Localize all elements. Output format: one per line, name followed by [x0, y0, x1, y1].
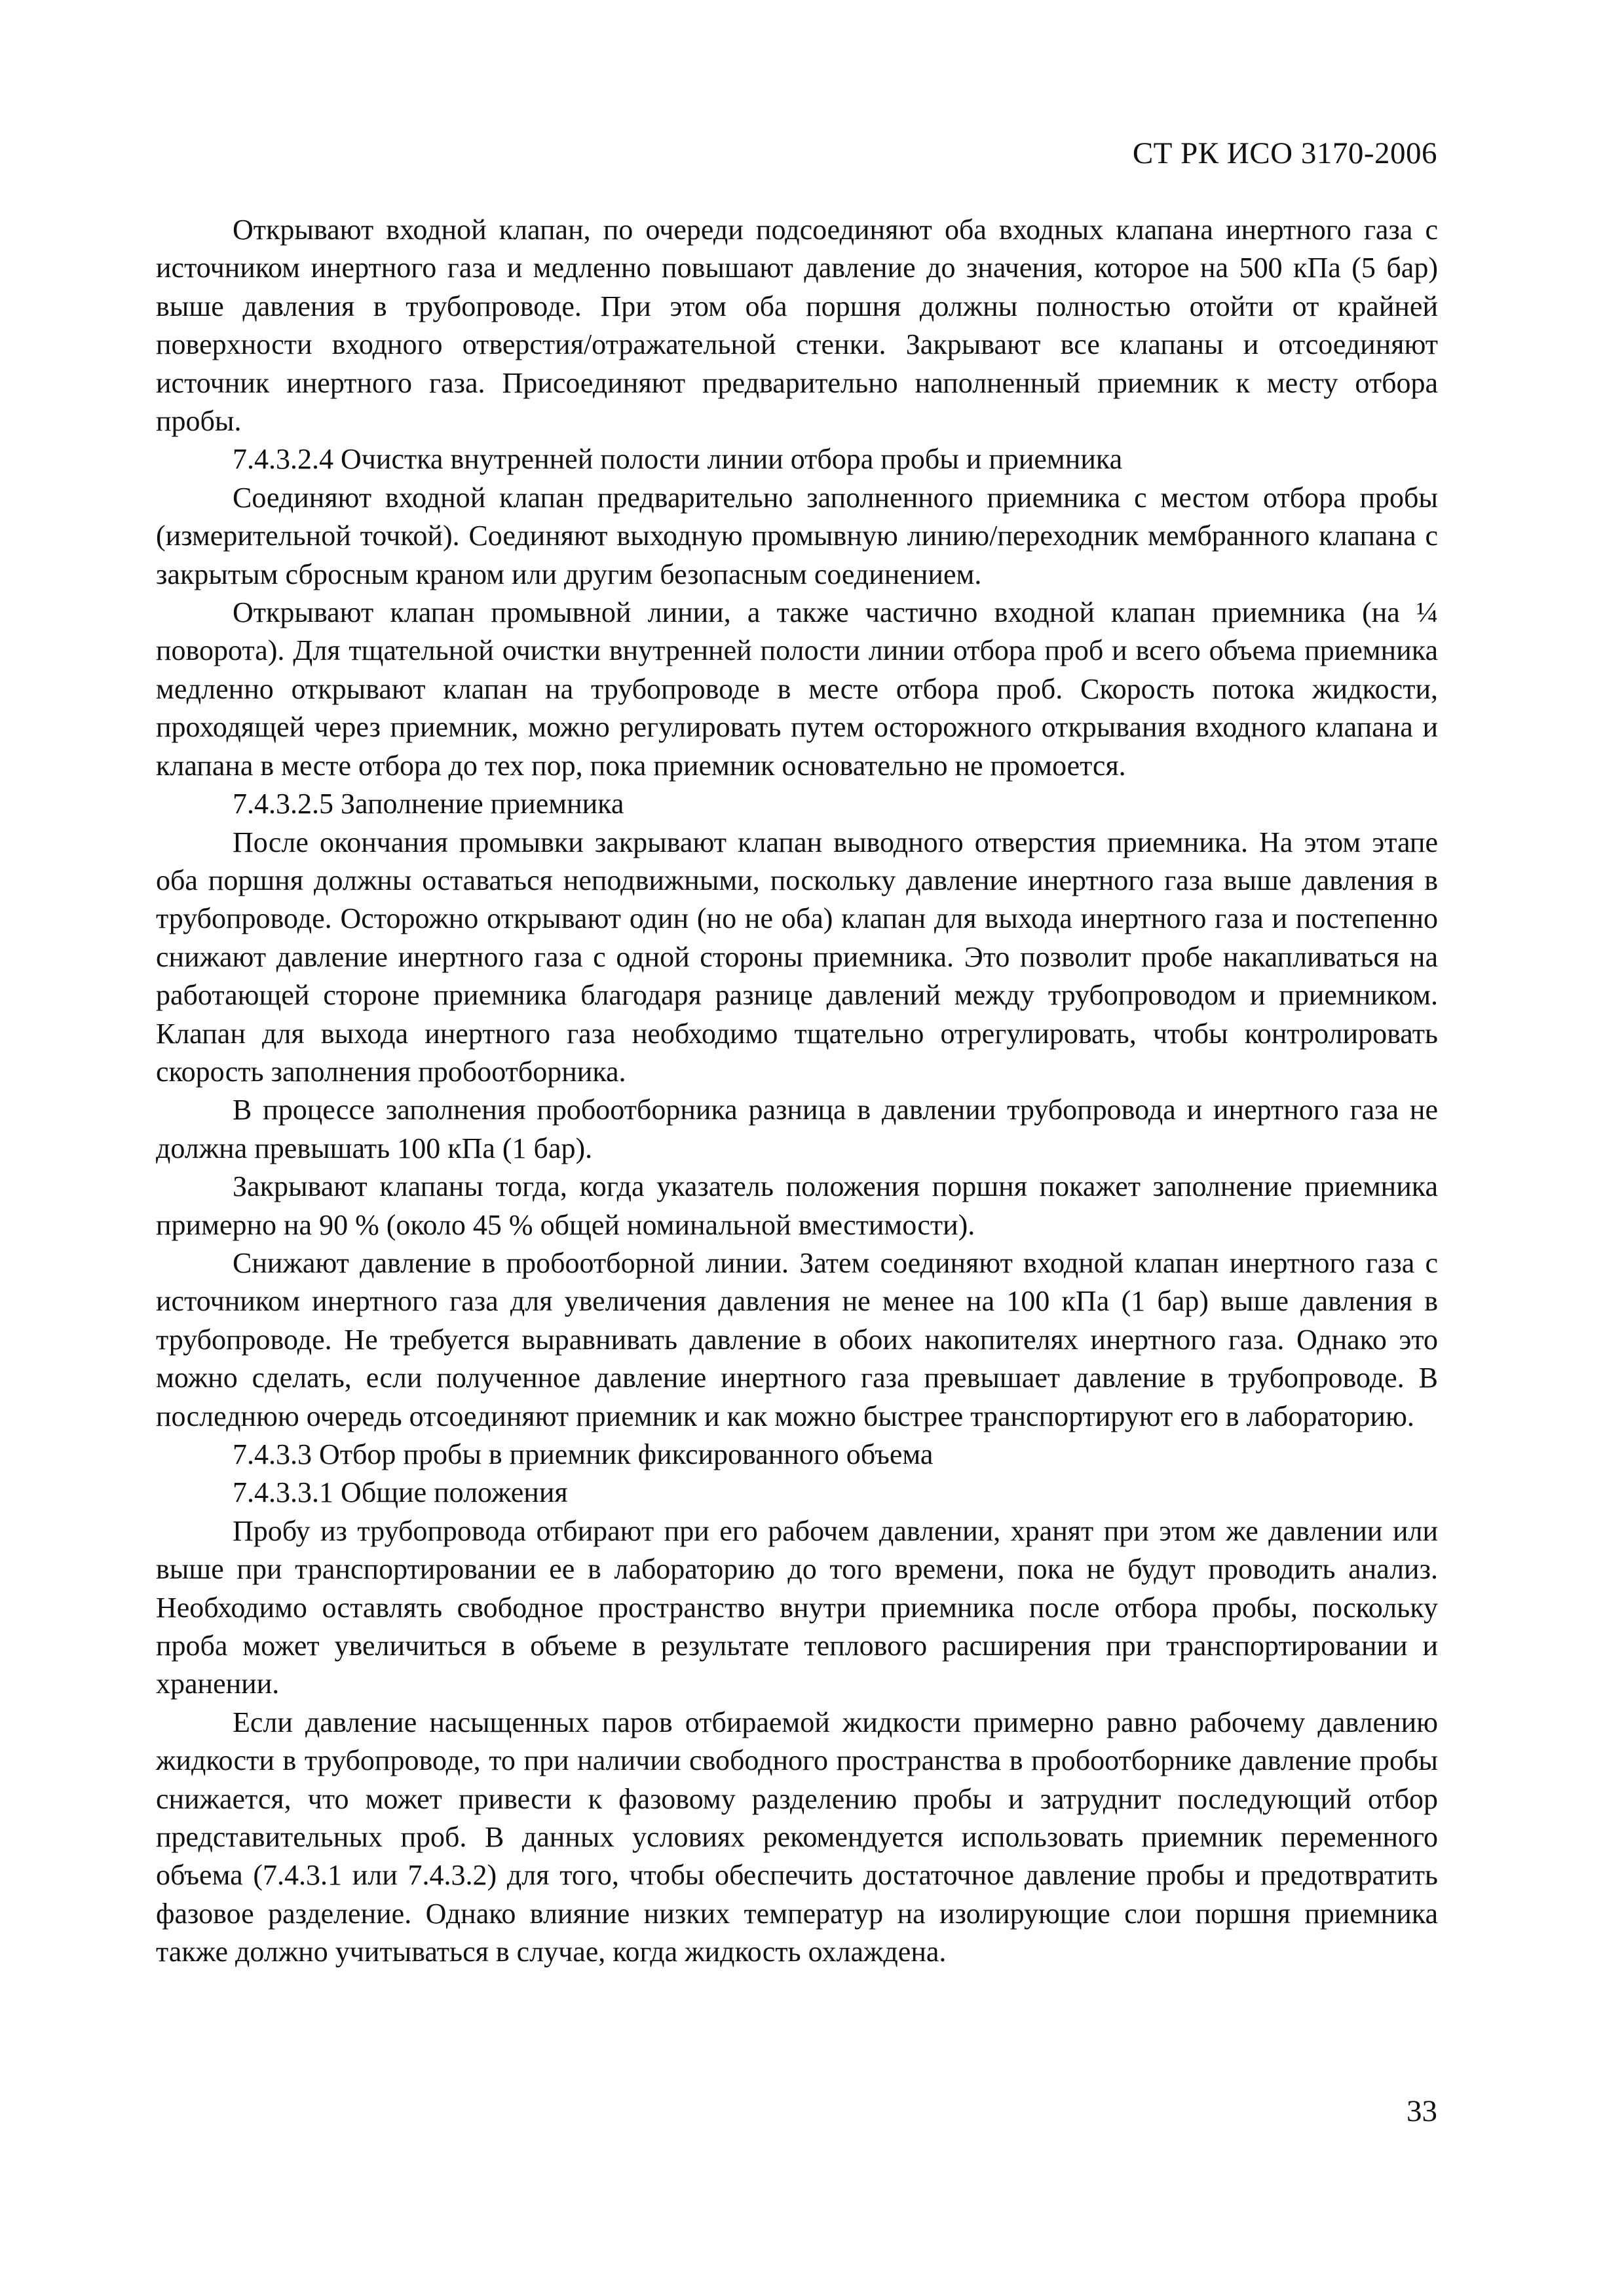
paragraph: Пробу из трубопровода отбирают при его рабочем давлении, хранят при этом же давлении или выше при транспортировании ее в лабораторию до того времени, пока не будут проводить анализ. Необходимо оставлять свободное пространство внутри приемника после отбора пробы, поскольку проба может увеличиться в объеме в результате теплового расширения при транспортировании и хранении.: [156, 1514, 1438, 1700]
paragraph: Снижают давление в пробоотборной линии. Затем соединяют входной клапан инертного газа с источником инертного газа для увеличения давления не менее на 100 кПа (1 бар) выше давления в трубопроводе. Не требуется выравнивать давление в обоих накопителях инертного газа. Однако это можно сделать, если полученное давление инертного газа превышает давление в трубопроводе. В последнюю очередь отсоединяют приемник и как можно быстрее транспортируют его в лабораторию.: [156, 1246, 1438, 1432]
paragraph: Открывают входной клапан, по очереди подсоединяют оба входных клапана инертного газа с источником инертного газа и медленно повышают давление до значения, которое на 500 кПа (5 бар) выше давления в трубопроводе. При этом оба поршня должны полностью отойти от крайней поверхности входного отверстия/отражательной стенки. Закрывают все клапаны и отсоединяют источник инертного газа. Присоединяют предварительно наполненный приемник к месту отбора пробы.: [156, 214, 1438, 438]
paragraph: Открывают клапан промывной линии, а также частично входной клапан приемника (на ¼ поворота). Для тщательной очистки внутренней полости линии отбора проб и всего объема приемника медленно открывают клапан на трубопроводе в месте отбора проб. Скорость потока жидкости, проходящей через приемник, можно регулировать путем осторожного открывания входного клапана и клапана в месте отбора до тех пор, пока приемник основательно не промоется.: [156, 596, 1438, 782]
paragraph: Если давление насыщенных паров отбираемой жидкости примерно равно рабочему давлению жидкости в трубопроводе, то при наличии свободного пространства в пробоотборнике давление пробы снижается, что может привести к фазовому разделению пробы и затруднит последующий отбор представительных проб. В данных условиях рекомендуется использовать приемник переменного объема (7.4.3.1 или 7.4.3.2) для того, чтобы обеспечить достаточное давление пробы и предотвратить фазовое разделение. Однако влияние низких температур на изолирующие слои поршня приемника также должно учитываться в случае, когда жидкость охлаждена.: [156, 1706, 1438, 1968]
paragraph: Соединяют входной клапан предварительно заполненного приемника с местом отбора пробы (измерительной точкой). Соединяют выходную промывную линию/переходник мембранного клапана с закрытым сбросным краном или другим безопасным соединением.: [156, 481, 1438, 590]
standard-designation: СТ РК ИСО 3170-2006: [1132, 136, 1437, 170]
page-number: 33: [1407, 2094, 1437, 2128]
body-text: [156, 211, 1438, 1972]
section-heading: 7.4.3.2.5 Заполнение приемника: [233, 788, 624, 820]
section-heading: 7.4.3.2.4 Очистка внутренней полости линии отбора пробы и приемника: [233, 443, 1123, 476]
section-heading: 7.4.3.3.1 Общие положения: [233, 1476, 568, 1509]
section-heading: 7.4.3.3 Отбор пробы в приемник фиксированного объема: [233, 1438, 934, 1470]
paragraph: После окончания промывки закрывают клапан выводного отверстия приемника. На этом этапе оба поршня должны оставаться неподвижными, поскольку давление инертного газа выше давления в трубопроводе. Осторожно открывают один (но не оба) клапан для выхода инертного газа и постепенно снижают давление инертного газа с одной стороны приемника. Это позволит пробе накапливаться на работающей стороне приемника благодаря разнице давлений между трубопроводом и приемником. Клапан для выхода инертного газа необходимо тщательно отрегулировать, чтобы контролировать скорость заполнения пробоотборника.: [156, 826, 1438, 1088]
paragraph: В процессе заполнения пробоотборника разница в давлении трубопровода и инертного газа не должна превышать 100 кПа (1 бар).: [156, 1094, 1438, 1164]
paragraph: Закрывают клапаны тогда, когда указатель положения поршня покажет заполнение приемника примерно на 90 % (около 45 % общей номинальной вместимости).: [156, 1170, 1438, 1241]
